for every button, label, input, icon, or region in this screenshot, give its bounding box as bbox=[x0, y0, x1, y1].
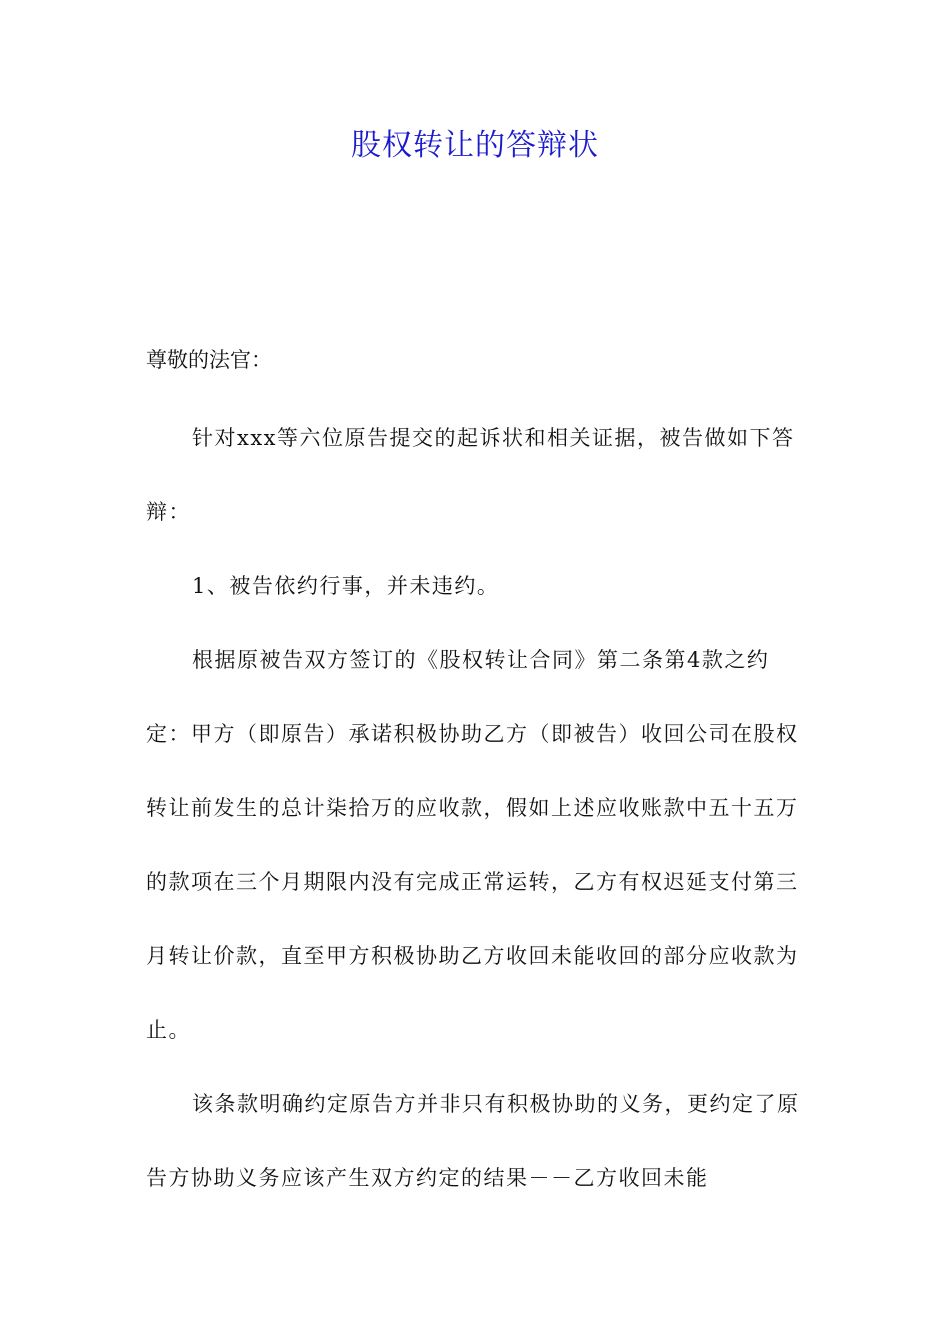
document-title: 股权转让的答辩状 bbox=[351, 128, 599, 163]
paragraph-contract-terms: 根据原被告双方签订的《股权转让合同》第二条第4款之约定：甲方（即原告）承诺积极协助乙方（即被告）收回公司在股权转让前发生的总计柒拾万的应收款，假如上述应收账款中五十五万的款项在三个月期限内没有完成正常运转，乙方有权迟延支付第三月转让价款，直至甲方积极协助乙方收回未能收回的部分应收款为止。 bbox=[146, 648, 799, 1042]
document-body bbox=[146, 401, 810, 1215]
paragraph-intro: 针对xxx等六位原告提交的起诉状和相关证据，被告做如下答辩： bbox=[146, 426, 795, 524]
paragraph-analysis: 该条款明确约定原告方并非只有积极协助的义务，更约定了原告方协助义务应该产生双方约定的结果－－乙方收回未能 bbox=[146, 1092, 800, 1190]
salutation: 尊敬的法官： bbox=[146, 348, 272, 372]
paragraph-point-1: 1、被告依约行事，并未违约。 bbox=[192, 574, 500, 598]
